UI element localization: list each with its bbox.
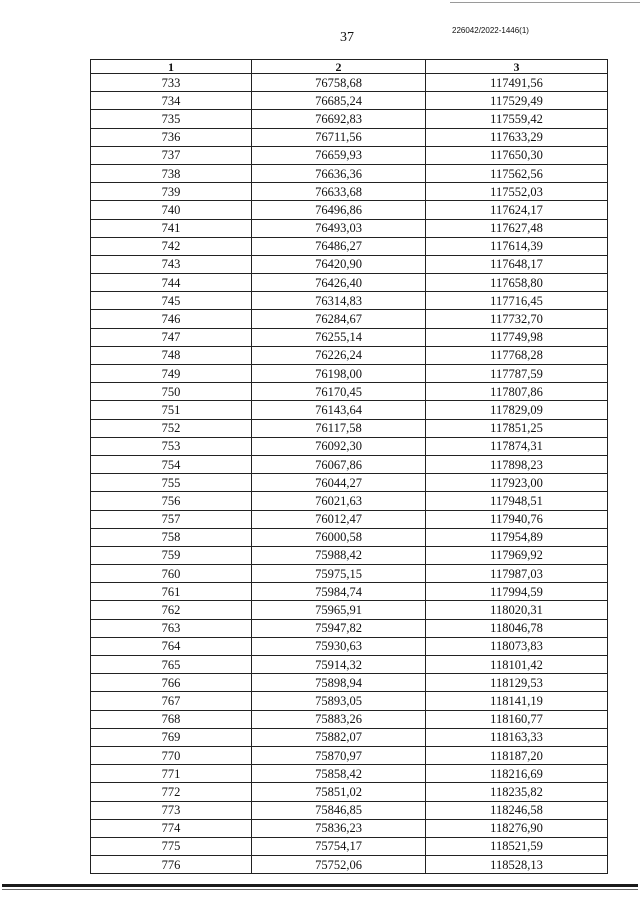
x-coordinate-cell: 75836,23 bbox=[252, 819, 426, 837]
x-coordinate-cell: 76092,30 bbox=[252, 437, 426, 455]
table-header-row bbox=[91, 60, 608, 74]
table-row bbox=[91, 383, 608, 401]
y-coordinate-cell: 117954,89 bbox=[426, 528, 608, 546]
table-row bbox=[91, 419, 608, 437]
y-coordinate-cell: 117552,03 bbox=[426, 183, 608, 201]
point-number-cell: 754 bbox=[91, 455, 252, 473]
x-coordinate-cell: 75858,42 bbox=[252, 765, 426, 783]
x-coordinate-cell: 76486,27 bbox=[252, 237, 426, 255]
y-coordinate-cell: 118020,31 bbox=[426, 601, 608, 619]
x-coordinate-cell: 76496,86 bbox=[252, 201, 426, 219]
y-coordinate-cell: 117614,39 bbox=[426, 237, 608, 255]
table-row bbox=[91, 528, 608, 546]
table-row bbox=[91, 783, 608, 801]
table-row bbox=[91, 310, 608, 328]
x-coordinate-cell: 76117,58 bbox=[252, 419, 426, 437]
y-coordinate-cell: 118141,19 bbox=[426, 692, 608, 710]
table-row bbox=[91, 510, 608, 528]
x-coordinate-cell: 75988,42 bbox=[252, 546, 426, 564]
table-row bbox=[91, 656, 608, 674]
table-row bbox=[91, 274, 608, 292]
point-number-cell: 756 bbox=[91, 492, 252, 510]
point-number-cell: 743 bbox=[91, 255, 252, 273]
y-coordinate-cell: 118046,78 bbox=[426, 619, 608, 637]
y-coordinate-cell: 117829,09 bbox=[426, 401, 608, 419]
column-header-3: 3 bbox=[426, 60, 608, 74]
table-row bbox=[91, 801, 608, 819]
y-coordinate-cell: 117948,51 bbox=[426, 492, 608, 510]
point-number-cell: 773 bbox=[91, 801, 252, 819]
y-coordinate-cell: 117807,86 bbox=[426, 383, 608, 401]
document-reference: 226042/2022-1446(1) bbox=[452, 26, 529, 35]
x-coordinate-cell: 76420,90 bbox=[252, 255, 426, 273]
x-coordinate-cell: 75914,32 bbox=[252, 656, 426, 674]
coordinates-table bbox=[90, 59, 608, 874]
y-coordinate-cell: 117624,17 bbox=[426, 201, 608, 219]
table-row bbox=[91, 255, 608, 273]
table-row bbox=[91, 728, 608, 746]
table-row bbox=[91, 637, 608, 655]
y-coordinate-cell: 117940,76 bbox=[426, 510, 608, 528]
y-coordinate-cell: 117559,42 bbox=[426, 110, 608, 128]
x-coordinate-cell: 75947,82 bbox=[252, 619, 426, 637]
y-coordinate-cell: 118101,42 bbox=[426, 656, 608, 674]
x-coordinate-cell: 76314,83 bbox=[252, 292, 426, 310]
x-coordinate-cell: 76426,40 bbox=[252, 274, 426, 292]
x-coordinate-cell: 75870,97 bbox=[252, 746, 426, 764]
x-coordinate-cell: 76284,67 bbox=[252, 310, 426, 328]
table-row bbox=[91, 237, 608, 255]
table-row bbox=[91, 128, 608, 146]
x-coordinate-cell: 76493,03 bbox=[252, 219, 426, 237]
x-coordinate-cell: 76692,83 bbox=[252, 110, 426, 128]
point-number-cell: 740 bbox=[91, 201, 252, 219]
top-divider bbox=[450, 2, 640, 3]
x-coordinate-cell: 76633,68 bbox=[252, 183, 426, 201]
table-row bbox=[91, 346, 608, 364]
table-row bbox=[91, 164, 608, 182]
table-row bbox=[91, 583, 608, 601]
table-row bbox=[91, 146, 608, 164]
point-number-cell: 739 bbox=[91, 183, 252, 201]
point-number-cell: 736 bbox=[91, 128, 252, 146]
bottom-divider bbox=[2, 884, 638, 887]
x-coordinate-cell: 75752,06 bbox=[252, 856, 426, 874]
x-coordinate-cell: 75898,94 bbox=[252, 674, 426, 692]
point-number-cell: 760 bbox=[91, 565, 252, 583]
x-coordinate-cell: 76021,63 bbox=[252, 492, 426, 510]
table-row bbox=[91, 474, 608, 492]
x-coordinate-cell: 76143,64 bbox=[252, 401, 426, 419]
point-number-cell: 757 bbox=[91, 510, 252, 528]
table-row bbox=[91, 601, 608, 619]
point-number-cell: 763 bbox=[91, 619, 252, 637]
y-coordinate-cell: 117898,23 bbox=[426, 455, 608, 473]
table-row bbox=[91, 365, 608, 383]
y-coordinate-cell: 117749,98 bbox=[426, 328, 608, 346]
bottom-divider-thin bbox=[2, 889, 638, 890]
point-number-cell: 751 bbox=[91, 401, 252, 419]
table-row bbox=[91, 201, 608, 219]
point-number-cell: 738 bbox=[91, 164, 252, 182]
y-coordinate-cell: 118246,58 bbox=[426, 801, 608, 819]
x-coordinate-cell: 76659,93 bbox=[252, 146, 426, 164]
y-coordinate-cell: 117732,70 bbox=[426, 310, 608, 328]
y-coordinate-cell: 117716,45 bbox=[426, 292, 608, 310]
y-coordinate-cell: 118276,90 bbox=[426, 819, 608, 837]
table-row bbox=[91, 74, 608, 92]
x-coordinate-cell: 75882,07 bbox=[252, 728, 426, 746]
x-coordinate-cell: 75965,91 bbox=[252, 601, 426, 619]
y-coordinate-cell: 117650,30 bbox=[426, 146, 608, 164]
y-coordinate-cell: 117987,03 bbox=[426, 565, 608, 583]
table-row bbox=[91, 219, 608, 237]
point-number-cell: 776 bbox=[91, 856, 252, 874]
point-number-cell: 767 bbox=[91, 692, 252, 710]
point-number-cell: 771 bbox=[91, 765, 252, 783]
table-row bbox=[91, 92, 608, 110]
table-row bbox=[91, 746, 608, 764]
x-coordinate-cell: 75930,63 bbox=[252, 637, 426, 655]
table-row bbox=[91, 765, 608, 783]
column-header-2: 2 bbox=[252, 60, 426, 74]
table-row bbox=[91, 183, 608, 201]
table-row bbox=[91, 856, 608, 874]
y-coordinate-cell: 118129,53 bbox=[426, 674, 608, 692]
x-coordinate-cell: 76758,68 bbox=[252, 74, 426, 92]
table-row bbox=[91, 455, 608, 473]
point-number-cell: 737 bbox=[91, 146, 252, 164]
point-number-cell: 750 bbox=[91, 383, 252, 401]
point-number-cell: 733 bbox=[91, 74, 252, 92]
x-coordinate-cell: 76711,56 bbox=[252, 128, 426, 146]
y-coordinate-cell: 117627,48 bbox=[426, 219, 608, 237]
y-coordinate-cell: 118235,82 bbox=[426, 783, 608, 801]
y-coordinate-cell: 117994,59 bbox=[426, 583, 608, 601]
x-coordinate-cell: 75883,26 bbox=[252, 710, 426, 728]
x-coordinate-cell: 76636,36 bbox=[252, 164, 426, 182]
x-coordinate-cell: 75893,05 bbox=[252, 692, 426, 710]
x-coordinate-cell: 76226,24 bbox=[252, 346, 426, 364]
table-row bbox=[91, 565, 608, 583]
x-coordinate-cell: 75851,02 bbox=[252, 783, 426, 801]
point-number-cell: 745 bbox=[91, 292, 252, 310]
x-coordinate-cell: 75754,17 bbox=[252, 837, 426, 855]
table-row bbox=[91, 837, 608, 855]
point-number-cell: 752 bbox=[91, 419, 252, 437]
point-number-cell: 744 bbox=[91, 274, 252, 292]
point-number-cell: 774 bbox=[91, 819, 252, 837]
table-row bbox=[91, 110, 608, 128]
x-coordinate-cell: 75975,15 bbox=[252, 565, 426, 583]
point-number-cell: 765 bbox=[91, 656, 252, 674]
table-row bbox=[91, 619, 608, 637]
table-row bbox=[91, 674, 608, 692]
x-coordinate-cell: 76198,00 bbox=[252, 365, 426, 383]
y-coordinate-cell: 117923,00 bbox=[426, 474, 608, 492]
table-row bbox=[91, 401, 608, 419]
point-number-cell: 762 bbox=[91, 601, 252, 619]
y-coordinate-cell: 117633,29 bbox=[426, 128, 608, 146]
point-number-cell: 775 bbox=[91, 837, 252, 855]
table-row bbox=[91, 492, 608, 510]
y-coordinate-cell: 117851,25 bbox=[426, 419, 608, 437]
x-coordinate-cell: 76067,86 bbox=[252, 455, 426, 473]
y-coordinate-cell: 117768,28 bbox=[426, 346, 608, 364]
table-body bbox=[91, 74, 608, 874]
x-coordinate-cell: 75984,74 bbox=[252, 583, 426, 601]
point-number-cell: 769 bbox=[91, 728, 252, 746]
y-coordinate-cell: 118073,83 bbox=[426, 637, 608, 655]
y-coordinate-cell: 117529,49 bbox=[426, 92, 608, 110]
y-coordinate-cell: 117874,31 bbox=[426, 437, 608, 455]
table-row bbox=[91, 710, 608, 728]
point-number-cell: 749 bbox=[91, 365, 252, 383]
y-coordinate-cell: 118163,33 bbox=[426, 728, 608, 746]
point-number-cell: 747 bbox=[91, 328, 252, 346]
table-row bbox=[91, 546, 608, 564]
y-coordinate-cell: 117562,56 bbox=[426, 164, 608, 182]
table-row bbox=[91, 328, 608, 346]
point-number-cell: 758 bbox=[91, 528, 252, 546]
x-coordinate-cell: 75846,85 bbox=[252, 801, 426, 819]
point-number-cell: 746 bbox=[91, 310, 252, 328]
y-coordinate-cell: 118216,69 bbox=[426, 765, 608, 783]
point-number-cell: 734 bbox=[91, 92, 252, 110]
y-coordinate-cell: 117969,92 bbox=[426, 546, 608, 564]
point-number-cell: 764 bbox=[91, 637, 252, 655]
point-number-cell: 759 bbox=[91, 546, 252, 564]
point-number-cell: 772 bbox=[91, 783, 252, 801]
point-number-cell: 770 bbox=[91, 746, 252, 764]
y-coordinate-cell: 118528,13 bbox=[426, 856, 608, 874]
point-number-cell: 768 bbox=[91, 710, 252, 728]
column-header-1: 1 bbox=[91, 60, 252, 74]
point-number-cell: 741 bbox=[91, 219, 252, 237]
x-coordinate-cell: 76685,24 bbox=[252, 92, 426, 110]
point-number-cell: 761 bbox=[91, 583, 252, 601]
y-coordinate-cell: 118187,20 bbox=[426, 746, 608, 764]
table-row bbox=[91, 692, 608, 710]
point-number-cell: 753 bbox=[91, 437, 252, 455]
y-coordinate-cell: 118160,77 bbox=[426, 710, 608, 728]
x-coordinate-cell: 76044,27 bbox=[252, 474, 426, 492]
point-number-cell: 766 bbox=[91, 674, 252, 692]
x-coordinate-cell: 76012,47 bbox=[252, 510, 426, 528]
point-number-cell: 755 bbox=[91, 474, 252, 492]
point-number-cell: 735 bbox=[91, 110, 252, 128]
table-row bbox=[91, 819, 608, 837]
y-coordinate-cell: 117648,17 bbox=[426, 255, 608, 273]
table-row bbox=[91, 292, 608, 310]
x-coordinate-cell: 76000,58 bbox=[252, 528, 426, 546]
y-coordinate-cell: 117787,59 bbox=[426, 365, 608, 383]
point-number-cell: 742 bbox=[91, 237, 252, 255]
x-coordinate-cell: 76170,45 bbox=[252, 383, 426, 401]
table-row bbox=[91, 437, 608, 455]
x-coordinate-cell: 76255,14 bbox=[252, 328, 426, 346]
page-number: 37 bbox=[340, 30, 354, 45]
point-number-cell: 748 bbox=[91, 346, 252, 364]
y-coordinate-cell: 117658,80 bbox=[426, 274, 608, 292]
y-coordinate-cell: 118521,59 bbox=[426, 837, 608, 855]
y-coordinate-cell: 117491,56 bbox=[426, 74, 608, 92]
